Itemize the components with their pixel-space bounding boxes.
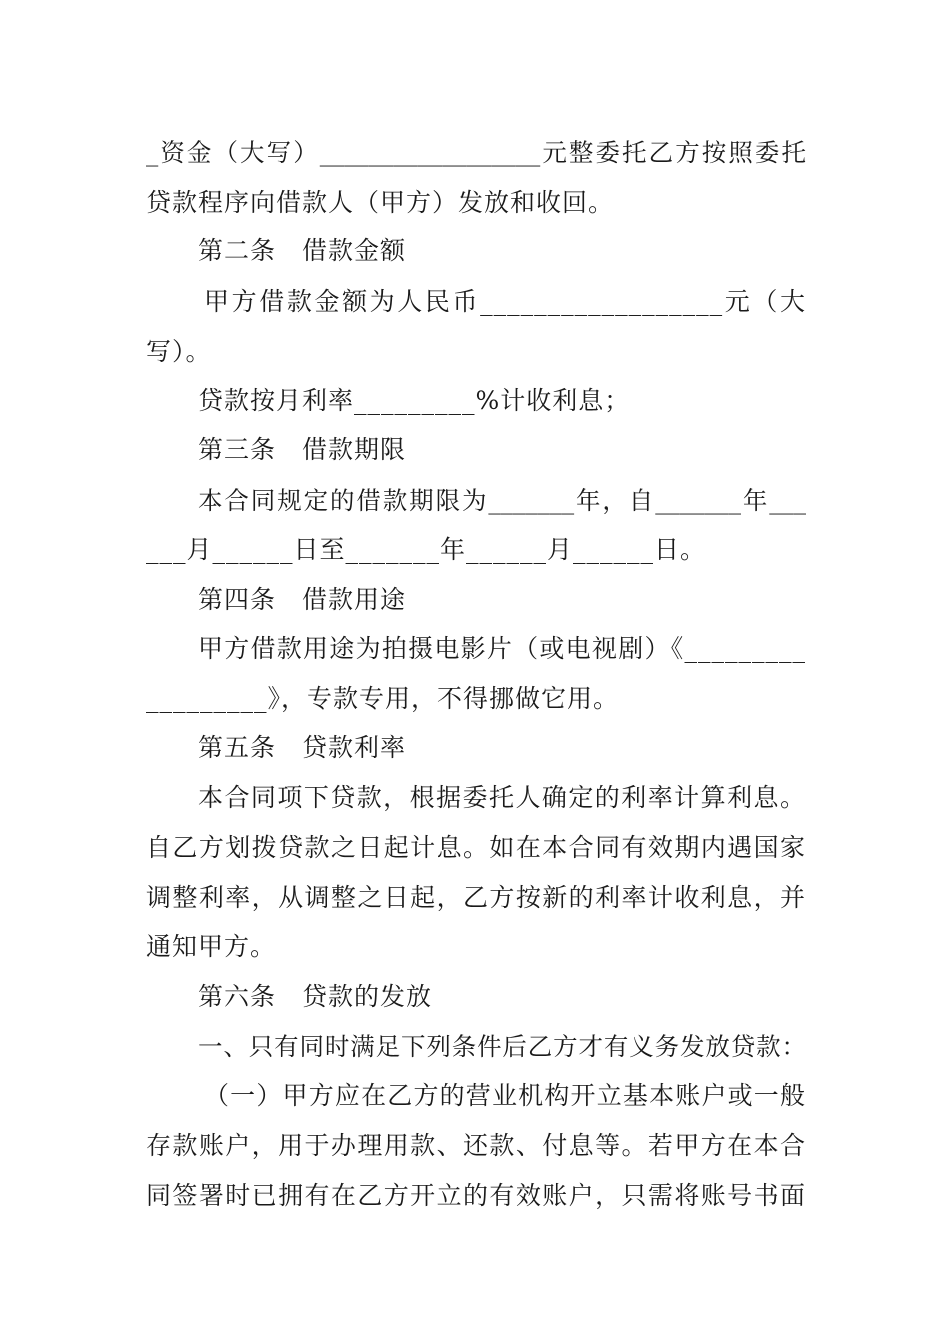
text-line-19: 一、只有同时满足下列条件后乙方才有义务发放贷款： bbox=[198, 1032, 806, 1061]
text-line-15: 自乙方划拨贷款之日起计息。如在本合同有效期内遇国家 bbox=[146, 833, 806, 862]
text-line-16: 调整利率，从调整之日起，乙方按新的利率计收利息，并 bbox=[146, 883, 806, 912]
article-4-heading: 第四条 借款用途 bbox=[198, 585, 407, 614]
text-line-11: 甲方借款用途为拍摄电影片（或电视剧）《_________ bbox=[198, 634, 806, 663]
text-line-17: 通知甲方。 bbox=[146, 932, 277, 961]
text-line-9: ___月______日至_______年______月______日。 bbox=[146, 535, 707, 564]
text-line-5: 写）。 bbox=[146, 337, 212, 366]
text-line-6: 贷款按月利率_________%计收利息； bbox=[198, 386, 631, 415]
article-6-heading: 第六条 贷款的发放 bbox=[198, 982, 433, 1011]
text-line-22: 同签署时已拥有在乙方开立的有效账户，只需将账号书面 bbox=[146, 1181, 806, 1210]
text-line-14: 本合同项下贷款，根据委托人确定的利率计算利息。 bbox=[198, 783, 806, 812]
text-line-8: 本合同规定的借款期限为_______年，自_______年___ bbox=[198, 486, 806, 515]
text-line-12: _________》，专款专用，不得挪做它用。 bbox=[146, 684, 620, 713]
article-3-heading: 第三条 借款期限 bbox=[198, 435, 407, 464]
text-line-1: _资金（大写）__________________元整委托乙方按照委托 bbox=[146, 138, 806, 167]
text-line-2: 贷款程序向借款人（甲方）发放和收回。 bbox=[146, 188, 615, 217]
article-2-heading: 第二条 借款金额 bbox=[198, 236, 407, 265]
text-line-21: 存款账户，用于办理用款、还款、付息等。若甲方在本合 bbox=[146, 1131, 806, 1160]
text-line-4: 甲方借款金额为人民币__________________元（大 bbox=[204, 287, 806, 316]
article-5-heading: 第五条 贷款利率 bbox=[198, 733, 407, 762]
text-line-20: （一）甲方应在乙方的营业机构开立基本账户或一般 bbox=[204, 1081, 806, 1110]
